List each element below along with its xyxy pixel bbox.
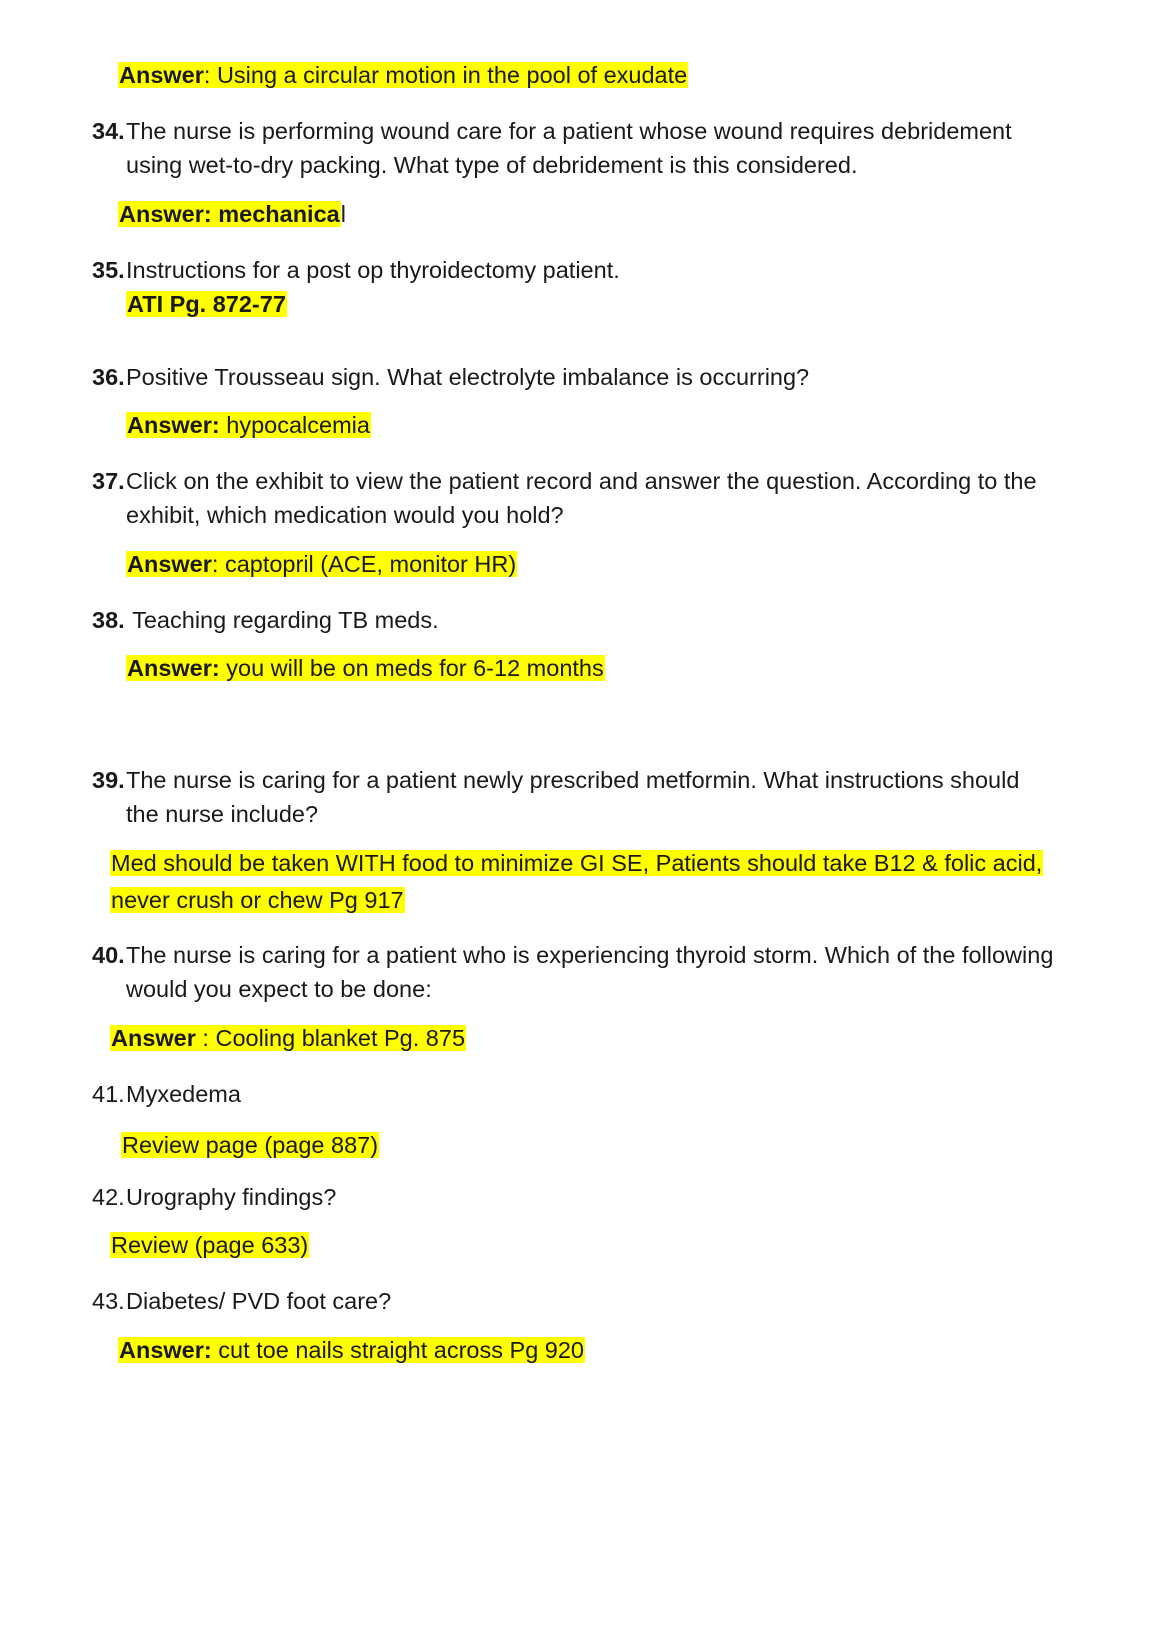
- answer-38: Answer: you will be on meds for 6-12 months: [127, 655, 604, 681]
- question-40-line2: would you expect to be done:: [126, 976, 432, 1002]
- question-36: 36.Positive Trousseau sign. What electrolyte imbalance is occurring?: [92, 360, 809, 394]
- question-37: 37.Click on the exhibit to view the patient record and answer the question. According to the: [92, 464, 1037, 498]
- question-number: 42.: [92, 1184, 125, 1210]
- question-41: 41.Myxedema: [92, 1077, 241, 1111]
- answer-34: Answer: mechanical: [119, 201, 346, 227]
- answer-43: Answer: cut toe nails straight across Pg 920: [119, 1337, 585, 1363]
- question-number: 43.: [92, 1288, 125, 1314]
- question-42: 42.Urography findings?: [92, 1180, 336, 1214]
- question-40: 40.The nurse is caring for a patient who is experiencing thyroid storm. Which of the following: [92, 938, 1053, 972]
- answer-33: [118, 58, 688, 92]
- question-number: 39.: [92, 767, 125, 793]
- question-number: 38.: [92, 607, 125, 633]
- answer-40: Answer : Cooling blanket Pg. 875: [111, 1025, 466, 1051]
- question-34-line2: using wet-to-dry packing. What type of debridement is this considered.: [126, 152, 858, 178]
- question-number: 40.: [92, 942, 125, 968]
- question-number: 37.: [92, 468, 125, 494]
- question-34: 34.The nurse is performing wound care for a patient whose wound requires debridement: [92, 114, 1012, 148]
- question-35: 35.Instructions for a post op thyroidectomy patient.: [92, 253, 620, 287]
- question-43: 43.Diabetes/ PVD foot care?: [92, 1284, 391, 1318]
- answer-42: Review (page 633): [111, 1232, 309, 1258]
- question-number: 36.: [92, 364, 125, 390]
- question-37-line2: exhibit, which medication would you hold?: [126, 502, 564, 528]
- answer-39-line2: never crush or chew Pg 917: [111, 887, 404, 913]
- answer-39: Med should be taken WITH food to minimize GI SE, Patients should take B12 & folic acid,: [111, 850, 1043, 876]
- answer-37: Answer: captopril (ACE, monitor HR): [127, 551, 517, 577]
- question-39: 39.The nurse is caring for a patient newly prescribed metformin. What instructions should: [92, 763, 1019, 797]
- answer-36: Answer: hypocalcemia: [127, 412, 370, 438]
- question-number: 41.: [92, 1081, 125, 1107]
- question-number: 35.: [92, 257, 125, 283]
- answer-35: ATI Pg. 872-77: [127, 291, 286, 317]
- question-number: 34.: [92, 118, 125, 144]
- question-38: 38. Teaching regarding TB meds.: [92, 603, 439, 637]
- question-39-line2: the nurse include?: [126, 801, 319, 827]
- answer-highlight: Answer: Using a circular motion in the pool of exudate: [119, 62, 688, 88]
- answer-41: Review page (page 887): [122, 1132, 379, 1158]
